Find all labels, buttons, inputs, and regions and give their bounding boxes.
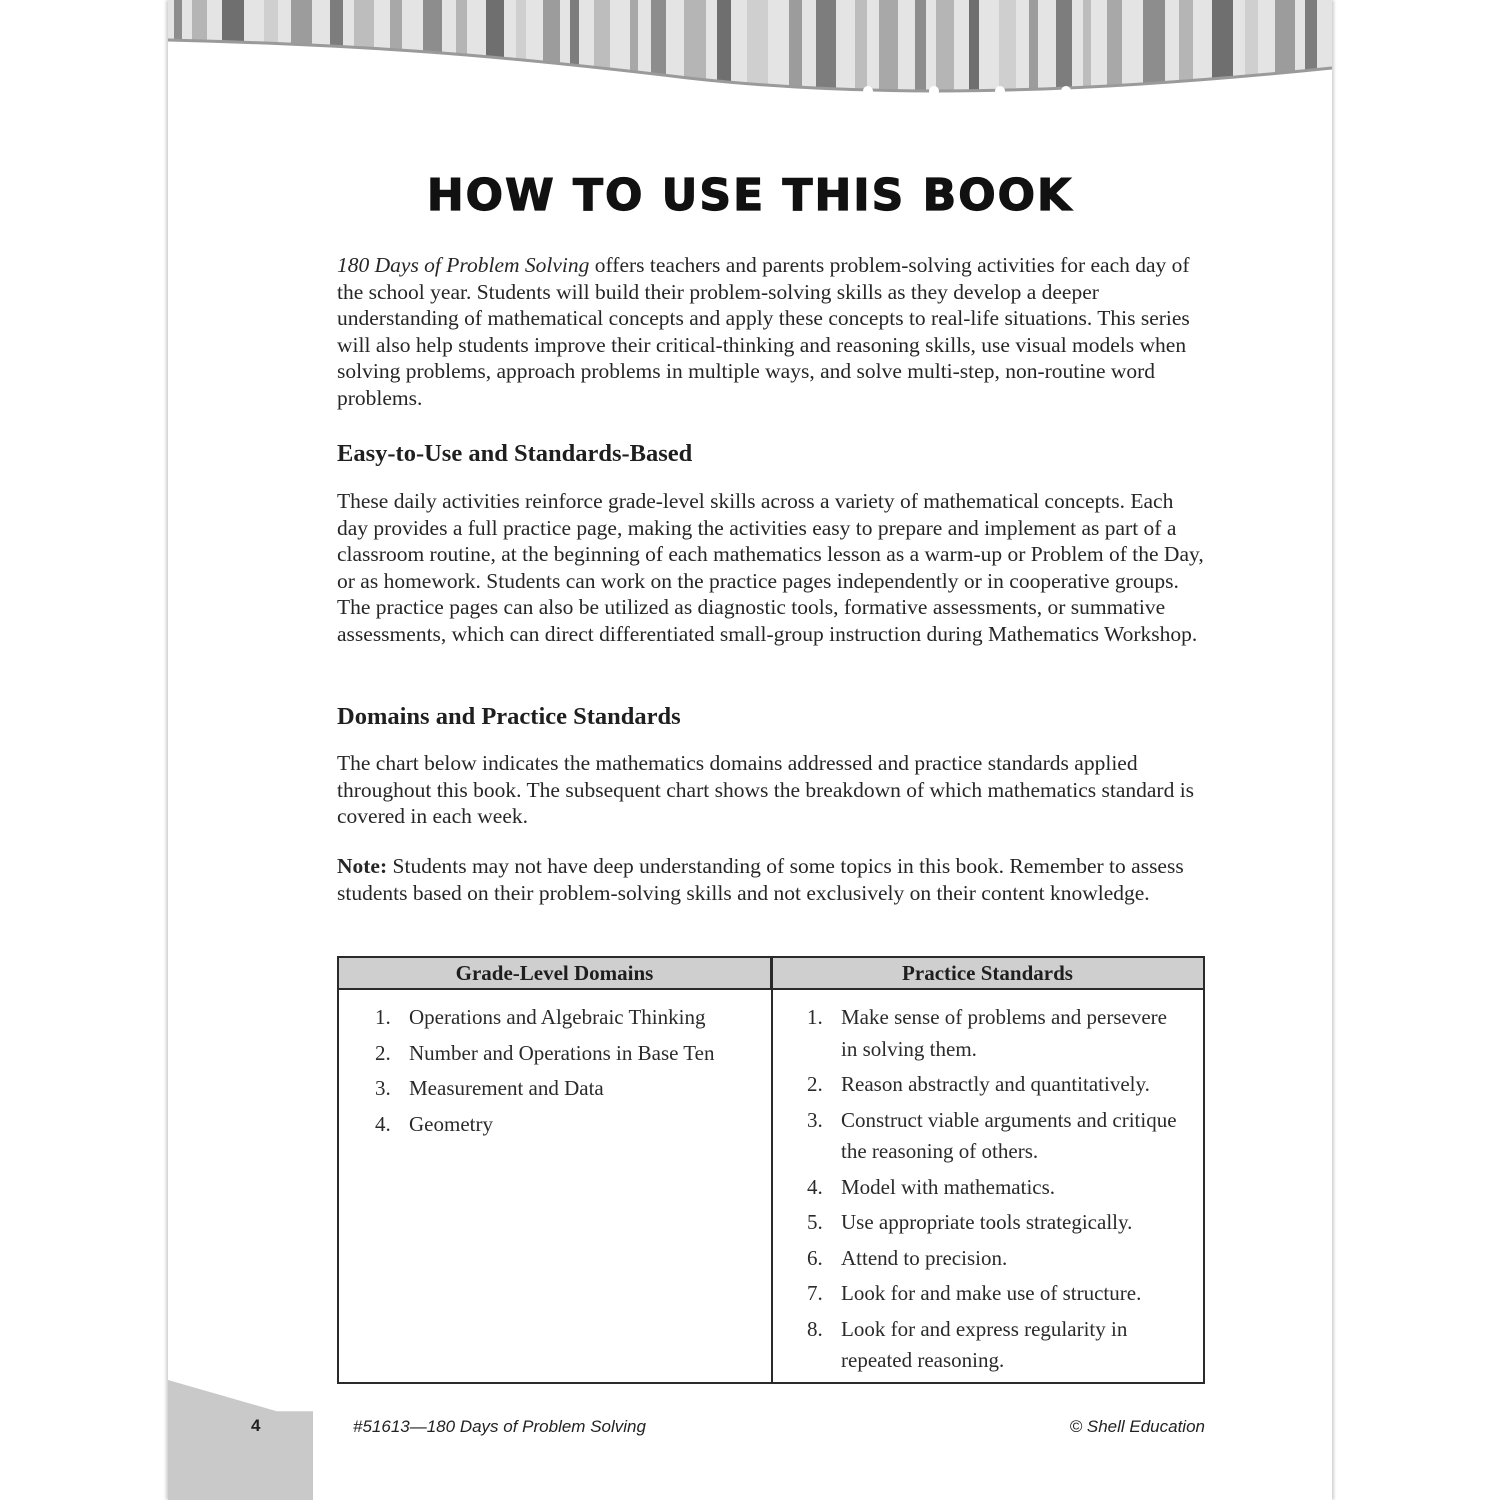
- list-item-number: 2.: [375, 1040, 391, 1065]
- list-item: [807, 1243, 1177, 1275]
- list-item-text: Construct viable arguments and critique the reasoning of others.: [841, 1107, 1177, 1163]
- list-item-number: 6.: [807, 1245, 823, 1270]
- list-item: [375, 1002, 765, 1034]
- list-item-number: 2.: [807, 1072, 823, 1096]
- list-item-text: Number and Operations in Base Ten: [409, 1040, 715, 1065]
- list-item-number: 8.: [807, 1316, 823, 1341]
- list-item: [807, 1105, 1177, 1168]
- footer-product: #51613—180 Days of Problem Solving: [353, 1417, 646, 1436]
- page-number: 4: [251, 1416, 261, 1435]
- list-item-text: Measurement and Data: [409, 1076, 604, 1100]
- intro-text: offers teachers and parents problem-solving activities for each day of the school year. Students will build their problem-solving skills as they develop a deeper understanding of mathematical concepts and apply these concepts to real-life situations. This series will also help students improve their critical-thinking and reasoning skills, use visual models when solving problems, approach problems in multiple ways, and solve multi-step, non-routine word problems.: [337, 253, 1190, 410]
- domains-standards-table: [337, 956, 1205, 1384]
- list-item-number: 4.: [375, 1111, 391, 1136]
- section-heading-standards-based: Easy-to-Use and Standards-Based: [337, 440, 693, 467]
- list-item-number: 1.: [375, 1005, 391, 1029]
- list-item-text: Model with mathematics.: [841, 1174, 1056, 1199]
- page-title: HOW TO USE THIS BOOK: [426, 170, 1074, 221]
- list-item: [807, 1172, 1177, 1204]
- list-item-number: 3.: [375, 1076, 391, 1100]
- list-item-text: Make sense of problems and persevere in solving them.: [841, 1005, 1167, 1061]
- banner-dot: [863, 86, 873, 96]
- list-item: [807, 1278, 1177, 1310]
- list-item: [375, 1109, 765, 1141]
- book-page: [168, 0, 1332, 1500]
- list-item-text: Use appropriate tools strategically.: [841, 1210, 1133, 1234]
- banner-dot: [995, 86, 1005, 96]
- decorative-banner: [168, 0, 1332, 110]
- note-paragraph: [337, 853, 1209, 906]
- list-item: [807, 1207, 1177, 1239]
- list-item-text: Look for and express regularity in repeated reasoning.: [841, 1316, 1128, 1372]
- list-item-number: 4.: [807, 1174, 823, 1199]
- section-heading-domains: Domains and Practice Standards: [337, 703, 681, 730]
- list-item-text: Attend to precision.: [841, 1245, 1008, 1270]
- page-corner-tab: [168, 1380, 313, 1500]
- table-header-domains: Grade-Level Domains: [339, 958, 772, 990]
- list-item: [807, 1314, 1177, 1377]
- list-item-text: Geometry: [409, 1111, 493, 1136]
- banner-dot: [1061, 86, 1071, 96]
- list-item: [807, 1002, 1177, 1065]
- table-header-standards: Practice Standards: [772, 958, 1203, 990]
- table-divider: [771, 958, 773, 1384]
- list-item: [807, 1069, 1177, 1101]
- list-item-number: 7.: [807, 1281, 823, 1305]
- list-item-number: 3.: [807, 1107, 823, 1132]
- list-item-text: Look for and make use of structure.: [841, 1281, 1142, 1305]
- list-item: [375, 1038, 765, 1070]
- list-item-number: 5.: [807, 1210, 823, 1234]
- footer-copyright: © Shell Education: [1069, 1417, 1205, 1436]
- section-paragraph-domains: The chart below indicates the mathematics domains addressed and practice standards applied throughout this book. The subsequent chart shows the breakdown of which mathematics standard is covered in each week.: [337, 751, 1195, 829]
- note-text: Students may not have deep understanding of some topics in this book. Remember to assess students based on their problem-solving skills and not exclusively on their content knowledge.: [337, 854, 1184, 905]
- intro-paragraph: [337, 252, 1209, 412]
- banner-dot: [929, 86, 939, 96]
- list-item-number: 1.: [807, 1005, 823, 1029]
- list-item: [375, 1073, 765, 1105]
- list-item-text: Reason abstractly and quantitatively.: [841, 1072, 1150, 1096]
- list-item-text: Operations and Algebraic Thinking: [409, 1005, 706, 1029]
- domains-list: [375, 1002, 765, 1144]
- note-label: Note:: [337, 854, 388, 878]
- section-paragraph-standards-based: These daily activities reinforce grade-level skills across a variety of mathematical concepts. Each day provides a full practice page, making the activities easy to prepare and implement as part of a classroom routine, at the beginning of each mathematics lesson as a warm-up or Problem of the Day, or as homework. Students can work on the practice pages independently or in cooperative groups. The practice pages can also be utilized as diagnostic tools, formative assessments, or summative assessments, which can direct differentiated small-group instruction during Mathematics Workshop.: [337, 489, 1204, 646]
- standards-list: [807, 1002, 1177, 1381]
- book-title: 180 Days of Problem Solving: [337, 253, 590, 277]
